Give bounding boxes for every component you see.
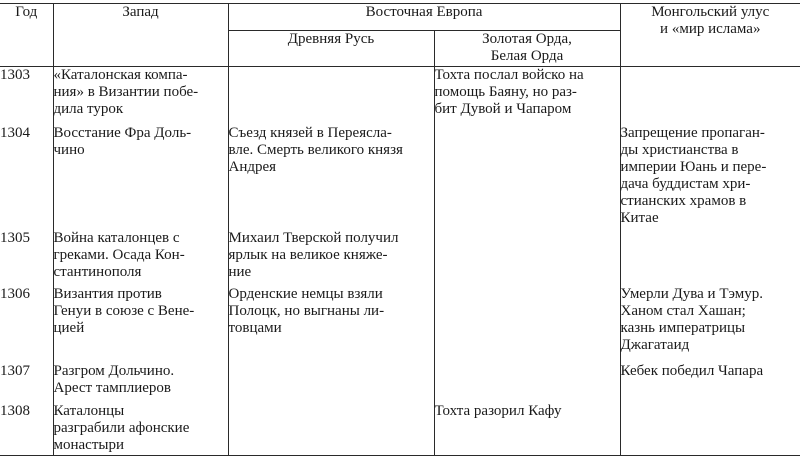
chronology-table	[0, 3, 800, 456]
header-horde-line1: Золотая Орда,	[482, 31, 572, 47]
cell-west	[53, 230, 228, 286]
cell-ancient-rus	[228, 67, 434, 126]
cell-west	[53, 125, 228, 230]
header-row-1	[0, 4, 800, 31]
text-line: стианских храмов в	[620, 193, 747, 209]
cell-golden-horde	[434, 403, 620, 456]
cell-mongol-ulus	[620, 230, 800, 286]
header-mongol-ulus	[620, 4, 800, 67]
cell-ancient-rus	[228, 403, 434, 456]
cell-year: 1307	[0, 363, 53, 403]
cell-ancient-rus	[228, 286, 434, 363]
text-line: дила турок	[53, 101, 124, 117]
cell-golden-horde	[434, 230, 620, 286]
text-line: ние	[228, 264, 252, 280]
text-line: казнь императрицы	[620, 320, 746, 336]
text-line: Кебек победил Чапара	[620, 363, 764, 379]
header-horde-line2: Белая Орда	[490, 48, 564, 64]
header-mongol-line1: Монгольский улус	[651, 4, 770, 20]
cell-golden-horde	[434, 286, 620, 363]
text-line: дача буддистам хри-	[620, 176, 751, 192]
cell-mongol-ulus	[620, 403, 800, 456]
text-line: Китае	[620, 210, 659, 226]
cell-year: 1308	[0, 403, 53, 456]
cell-ancient-rus	[228, 363, 434, 403]
text-line: цией	[53, 320, 85, 336]
cell-golden-horde	[434, 363, 620, 403]
cell-west	[53, 286, 228, 363]
header-eastern-europe: Восточная Европа	[228, 4, 620, 31]
header-mongol-line2: и «мир ислама»	[660, 21, 761, 37]
header-golden-horde	[434, 31, 620, 67]
text-line: греками. Осада Кон-	[53, 247, 185, 263]
text-line: Генуи в союзе с Вене-	[53, 303, 195, 319]
text-line: Каталонцы	[53, 403, 125, 419]
text-line: Ханом стал Хашан;	[620, 303, 746, 319]
cell-year: 1303	[0, 67, 53, 126]
text-line: товцами	[228, 320, 282, 336]
table-row	[0, 67, 800, 126]
table-body	[0, 67, 800, 456]
text-line: Византия против	[53, 286, 162, 302]
text-line: Андрея	[228, 159, 277, 175]
text-line: монастыри	[53, 437, 124, 453]
cell-mongol-ulus	[620, 125, 800, 230]
table-row	[0, 286, 800, 363]
cell-west	[53, 363, 228, 403]
header-ancient-rus: Древняя Русь	[228, 31, 434, 67]
text-line: «Каталонская компа-	[53, 67, 188, 83]
text-line: Тохта послал войско на	[434, 67, 584, 83]
text-line: Орденские немцы взяли	[228, 286, 383, 302]
cell-year: 1304	[0, 125, 53, 230]
text-line: империи Юань и пере-	[620, 159, 767, 175]
table-row	[0, 125, 800, 230]
text-line: Восстание Фра Доль-	[53, 125, 192, 141]
cell-ancient-rus	[228, 125, 434, 230]
cell-year: 1306	[0, 286, 53, 363]
cell-golden-horde	[434, 125, 620, 230]
cell-golden-horde	[434, 67, 620, 126]
text-line: ды христианства в	[620, 142, 739, 158]
text-line: разграбили афонские	[53, 420, 190, 436]
cell-mongol-ulus	[620, 67, 800, 126]
text-line: стантинополя	[53, 264, 142, 280]
text-line: Тохта разорил Кафу	[434, 403, 562, 419]
cell-year: 1305	[0, 230, 53, 286]
cell-mongol-ulus	[620, 363, 800, 403]
header-year: Год	[0, 4, 53, 67]
text-line: ния» в Византии побе-	[53, 84, 199, 100]
table-row	[0, 363, 800, 403]
cell-mongol-ulus	[620, 286, 800, 363]
text-line: Война каталонцев с	[53, 230, 180, 246]
text-line: Михаил Тверской получил	[228, 230, 399, 246]
table-row	[0, 403, 800, 456]
text-line: Съезд князей в Переясла-	[228, 125, 392, 141]
text-line: вле. Смерть великого князя	[228, 142, 403, 158]
text-line: помощь Баяну, но раз-	[434, 84, 577, 100]
cell-ancient-rus	[228, 230, 434, 286]
text-line: Арест тамплиеров	[53, 380, 171, 396]
text-line: Разгром Дольчино.	[53, 363, 175, 379]
text-line: бит Дувой и Чапаром	[434, 101, 572, 117]
header-west: Запад	[53, 4, 228, 67]
text-line: Джагатаид	[620, 337, 690, 353]
cell-west	[53, 403, 228, 456]
text-line: Умерли Дува и Тэмур.	[620, 286, 764, 302]
cell-west	[53, 67, 228, 126]
table-row	[0, 230, 800, 286]
text-line: Полоцк, но выгнаны ли-	[228, 303, 385, 319]
text-line: Запрещение пропаган-	[620, 125, 765, 141]
text-line: чино	[53, 142, 85, 158]
text-line: ярлык на великое княже-	[228, 247, 388, 263]
